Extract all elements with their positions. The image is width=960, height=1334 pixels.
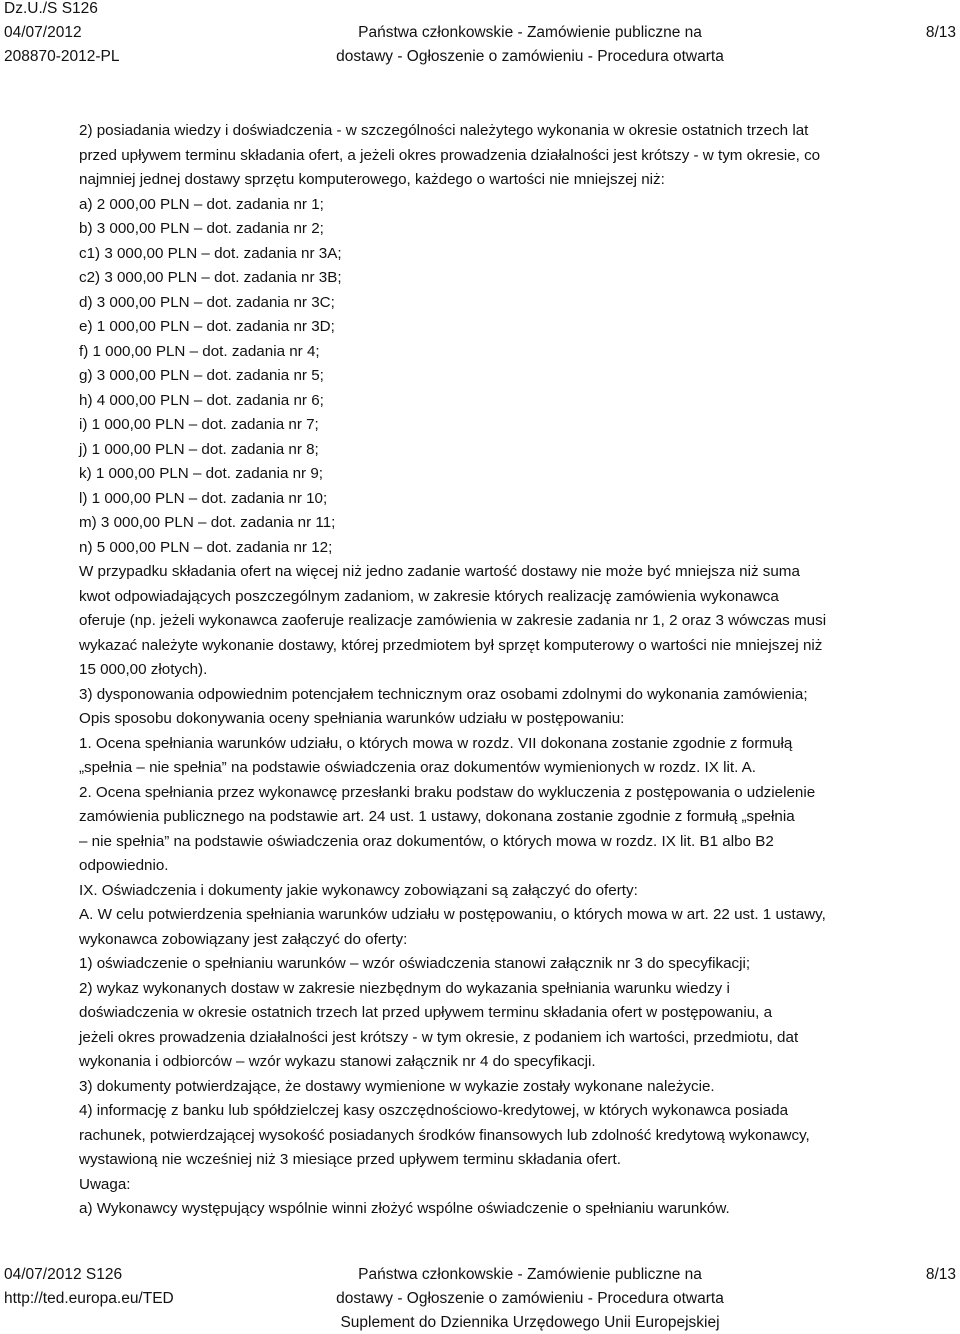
footer-url-link[interactable]: http://ted.europa.eu/TED (4, 1290, 174, 1307)
page-header (0, 0, 960, 70)
body-line: W przypadku składania ofert na więcej niż jedno zadanie wartość dostawy nie może być mniejsza niż suma (79, 563, 800, 580)
body-line: 4) informację z banku lub spółdzielczej kasy oszczędnościowo-kredytowej, w których wykonawca posiada (79, 1102, 789, 1119)
body-line: najmniej jednej dostawy sprzętu komputerowego, każdego o wartości nie mniejszej niż: (79, 171, 665, 188)
body-line: 1. Ocena spełniania warunków udziału, o których mowa w rozdz. VII dokonana zostanie zgodnie z formułą (79, 734, 793, 752)
body-line: A. W celu potwierdzenia spełniania warunków udziału w postępowaniu, o których mowa w art. 22 ust. 1 ustawy, (79, 906, 826, 923)
document-body (79, 119, 951, 1222)
body-line: Uwaga: (79, 1175, 131, 1193)
body-line: c1) 3 000,00 PLN – dot. zadania nr 3A; (79, 244, 342, 262)
body-line: wykonania i odbiorców – wzór wykazu stanowi załącznik nr 4 do specyfikacji. (79, 1053, 596, 1070)
body-line: IX. Oświadczenia i dokumenty jakie wykonawcy zobowiązani są załączyć do oferty: (79, 881, 638, 899)
header-title-line-2: dostawy - Ogłoszenie o zamówieniu - Procedura otwarta (336, 48, 724, 65)
body-line: jeżeli okres prowadzenia działalności jest krótszy - w tym okresie, z podaniem ich wartości, przedmiotu, dat (79, 1028, 799, 1046)
body-line: 3) dokumenty potwierdzające, że dostawy wymienione w wykazie zostały wykonane należycie. (79, 1077, 715, 1095)
body-line: 3) dysponowania odpowiednim potencjałem technicznym oraz osobami zdolnymi do wykonania zamówienia; (79, 685, 808, 703)
footer-title-line-2: dostawy - Ogłoszenie o zamówieniu - Procedura otwarta (336, 1290, 724, 1307)
body-line: wystawioną nie wcześniej niż 3 miesiące przed upływem terminu składania ofert. (79, 1151, 621, 1168)
body-line: – nie spełnia” na podstawie oświadczenia oraz dokumentów, o których mowa w rozdz. IX lit. B1 albo B2 (79, 832, 774, 850)
body-line: doświadczenia w okresie ostatnich trzech lat przed upływem terminu składania ofert w postępowaniu, a (79, 1004, 773, 1021)
body-line: n) 5 000,00 PLN – dot. zadania nr 12; (79, 538, 333, 556)
footer-page-number: 8/13 (925, 1266, 956, 1283)
footer-title-line-1: Państwa członkowskie - Zamówienie publiczne na (358, 1266, 702, 1283)
body-line: j) 1 000,00 PLN – dot. zadania nr 8; (79, 440, 319, 458)
body-line: l) 1 000,00 PLN – dot. zadania nr 10; (79, 489, 328, 507)
body-line: 2. Ocena spełniania przez wykonawcę przesłanki braku podstaw do wykluczenia z postępowania o udzielenie (79, 783, 816, 801)
body-line: a) 2 000,00 PLN – dot. zadania nr 1; (79, 195, 324, 213)
body-line: c2) 3 000,00 PLN – dot. zadania nr 3B; (79, 269, 342, 286)
body-line: g) 3 000,00 PLN – dot. zadania nr 5; (79, 367, 324, 384)
header-page-number: 8/13 (925, 24, 956, 41)
body-line: 2) wykaz wykonanych dostaw w zakresie niezbędnym do wykazania spełniania warunku wiedzy i (79, 979, 730, 997)
body-line: a) Wykonawcy występujący wspólnie winni złożyć wspólne oświadczenie o spełnianiu warunków. (79, 1200, 730, 1217)
body-line: m) 3 000,00 PLN – dot. zadania nr 11; (79, 514, 336, 531)
footer-date-issue: 04/07/2012 S126 (4, 1266, 123, 1283)
body-line: i) 1 000,00 PLN – dot. zadania nr 7; (79, 416, 319, 433)
body-line: wykazać należyte wykonanie dostawy, której przedmiotem był sprzęt komputerowy o wartości nie mniejszej niż (79, 636, 823, 654)
body-line: 15 000,00 złotych). (79, 661, 208, 678)
body-line: wykonawca zobowiązany jest załączyć do oferty: (79, 930, 408, 948)
notice-number: 208870-2012-PL (4, 48, 120, 65)
header-date: 04/07/2012 (4, 24, 82, 41)
body-line: f) 1 000,00 PLN – dot. zadania nr 4; (79, 342, 320, 360)
body-line: zamówienia publicznego na podstawie art. 24 ust. 1 ustawy, dokonana zostanie zgodnie z formułą „spełnia (79, 808, 795, 825)
body-line: oferuje (np. jeżeli wykonawca zaoferuje realizacje zamówienia w zakresie zadania nr 1, 2 oraz 3 wówczas musi (79, 612, 827, 629)
body-line: „spełnia – nie spełnia” na podstawie oświadczenia oraz dokumentów wymienionych w rozdz. IX lit. A. (79, 759, 757, 776)
body-line: b) 3 000,00 PLN – dot. zadania nr 2; (79, 220, 324, 237)
header-title-line-1: Państwa członkowskie - Zamówienie publiczne na (358, 24, 702, 41)
body-line: Opis sposobu dokonywania oceny spełniania warunków udziału w postępowaniu: (79, 710, 625, 727)
body-line: k) 1 000,00 PLN – dot. zadania nr 9; (79, 465, 324, 482)
body-line: h) 4 000,00 PLN – dot. zadania nr 6; (79, 391, 324, 409)
body-line: kwot odpowiadających poszczególnym zadaniom, w zakresie których realizację zamówienia wykonawca (79, 587, 779, 605)
body-line: rachunek, potwierdzającej wysokość posiadanych środków finansowych lub zdolność kredytową wykonawcy, (79, 1126, 810, 1144)
body-line: odpowiednio. (79, 857, 169, 874)
body-line: przed upływem terminu składania ofert, a jeżeli okres prowadzenia działalności jest krótszy - w tym okresie, co (79, 146, 821, 164)
body-line: e) 1 000,00 PLN – dot. zadania nr 3D; (79, 318, 335, 335)
body-line: 1) oświadczenie o spełnianiu warunków – wzór oświadczenia stanowi załącznik nr 3 do specyfikacji; (79, 955, 751, 972)
body-line: d) 3 000,00 PLN – dot. zadania nr 3C; (79, 293, 335, 311)
footer-supplement-line: Suplement do Dziennika Urzędowego Unii Europejskiej (340, 1314, 720, 1331)
page-footer (0, 1262, 960, 1334)
body-line: 2) posiadania wiedzy i doświadczenia - w szczególności należytego wykonania w okresie ostatnich trzech lat (79, 122, 809, 139)
journal-ref: Dz.U./S S126 (4, 0, 98, 17)
